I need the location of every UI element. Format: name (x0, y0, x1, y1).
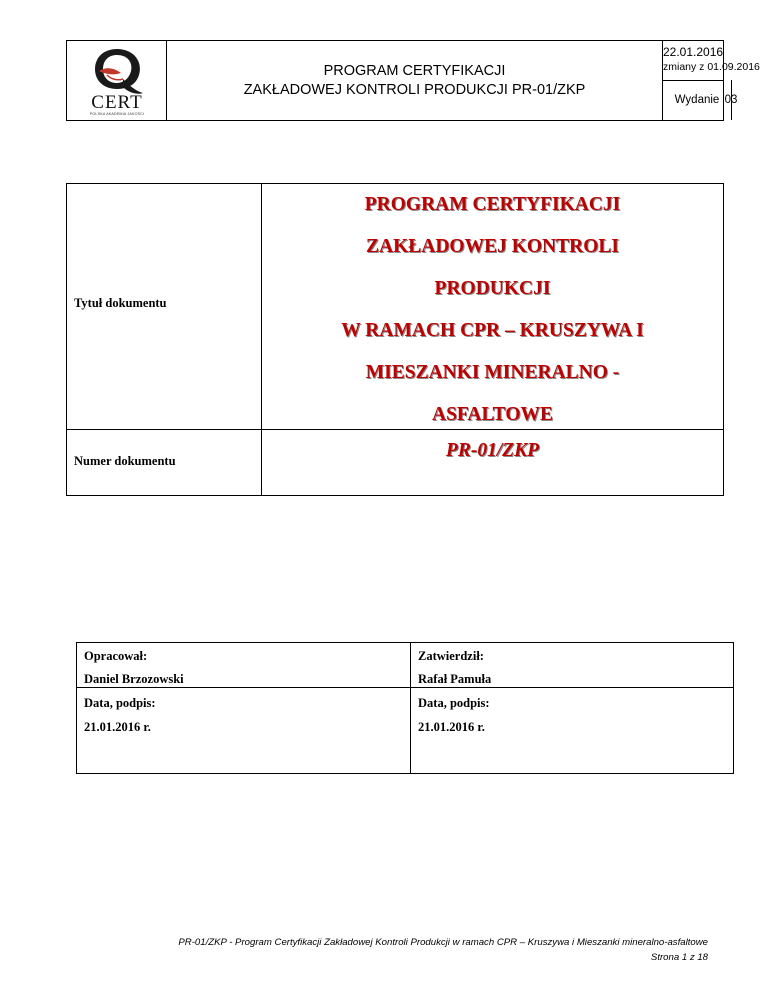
document-title-line: PRODUKCJI (434, 278, 551, 299)
document-title-line: PROGRAM CERTYFIKACJI (364, 194, 621, 215)
divider (410, 643, 411, 773)
document-title-line: W RAMACH CPR – KRUSZYWA I (341, 320, 644, 341)
title-table (66, 183, 724, 496)
document-title-label: Tytuł dokumentu (74, 296, 167, 310)
approval-table (76, 642, 734, 774)
header-title-line1: PROGRAM CERTYFIKACJI (323, 62, 506, 79)
approved-by-label: Zatwierdził: (418, 649, 484, 663)
header-meta: 22.01.2016 zmiany z 01.09.2016 Wydanie 03 (663, 41, 723, 120)
header-title-line2: ZAKŁADOWEJ KONTROLI PRODUKCJI PR-01/ZKP (243, 81, 586, 98)
document-header (66, 40, 760, 121)
footer-document-title: PR-01/ZKP - Program Certyfikacji Zakładowej Kontroli Produkcji w ramach CPR – Kruszywa i Mieszanki mineralno-asfaltowe (178, 937, 708, 948)
prepared-by-label: Opracował: (84, 649, 148, 663)
prepared-date-label: Data, podpis: (84, 696, 156, 710)
document-number-label: Numer dokumentu (74, 454, 176, 468)
header-title (167, 41, 663, 120)
logo-subtitle: POLSKA AKADEMIA JAKOŚCI (89, 112, 145, 116)
issue-date: 22.01.2016 (663, 45, 724, 59)
document-number: PR-01/ZKP (445, 440, 540, 461)
page-number: Strona 1 z 18 (650, 952, 708, 963)
approved-date-label: Data, podpis: (418, 696, 490, 710)
prepared-by-name: Daniel Brzozowski (84, 672, 184, 686)
approved-date: 21.01.2016 r. (418, 720, 485, 734)
prepared-date: 21.01.2016 r. (84, 720, 151, 734)
edition-label: Wydanie (663, 80, 732, 120)
logo-cell (67, 41, 167, 120)
document-title (262, 184, 723, 429)
page-footer (60, 935, 708, 965)
document-title-line: ASFALTOWE (431, 404, 554, 425)
document-title-line: MIESZANKI MINERALNO - (365, 362, 620, 383)
approved-by-name: Rafał Pamuła (418, 672, 492, 686)
divider (77, 687, 733, 688)
changes-date: zmiany z 01.09.2016 (663, 61, 760, 73)
document-title-line: ZAKŁADOWEJ KONTROLI (366, 236, 619, 257)
logo-wordmark: CERT (91, 92, 143, 113)
